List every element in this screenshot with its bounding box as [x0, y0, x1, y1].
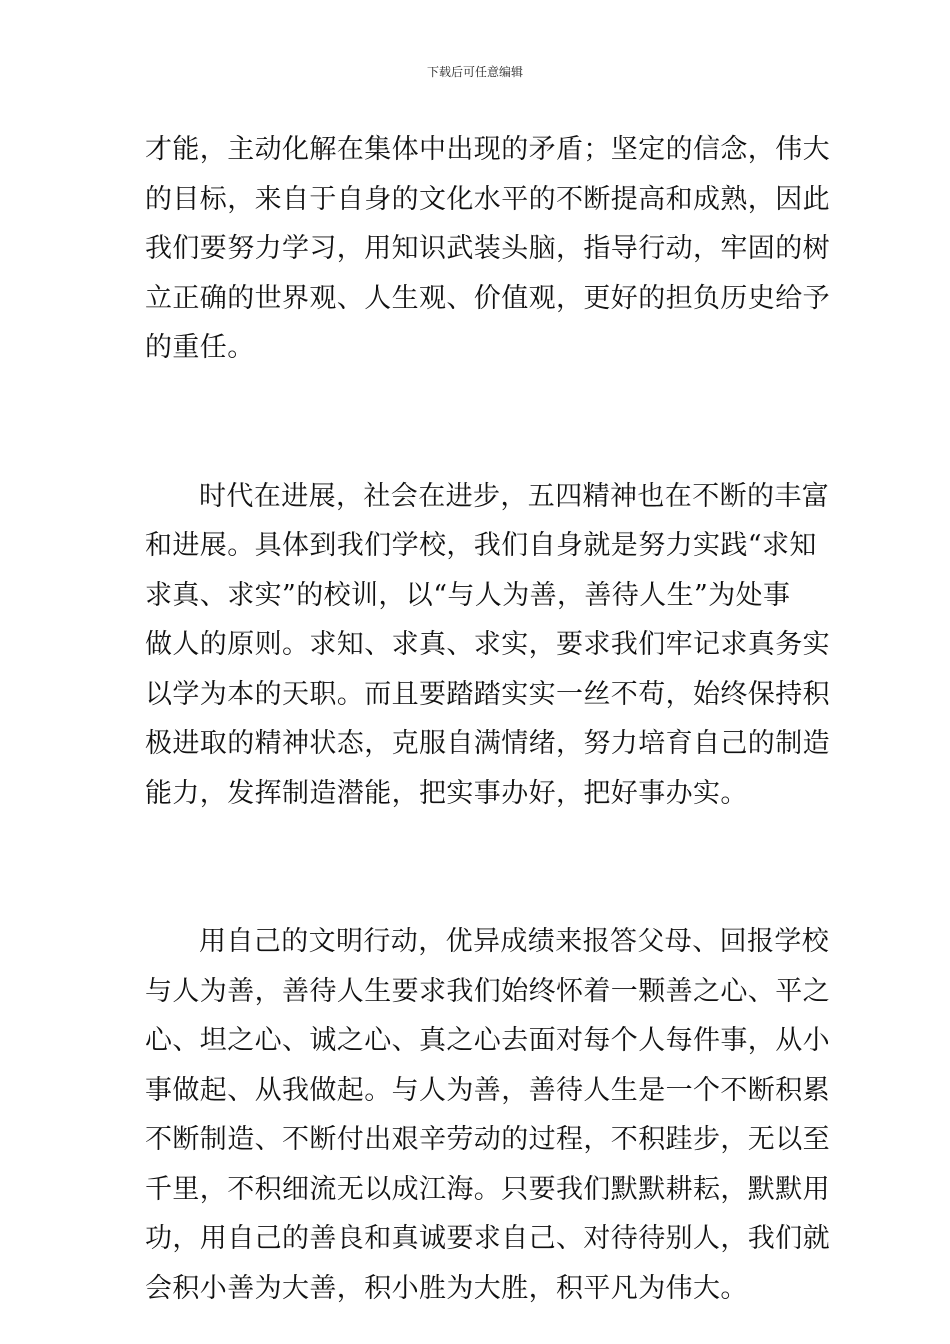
text-line: 的重任。 [145, 332, 255, 363]
text-line: 立正确的世界观、人生观、价值观，更好的担负历史给予 [145, 282, 830, 314]
paragraph-spacer [145, 422, 810, 472]
document-body [145, 125, 830, 1313]
paragraph-1 [145, 125, 830, 373]
text-line: 功，用自己的善良和真诚要求自己、对待待别人，我们就 [145, 1223, 830, 1254]
paragraph-spacer [145, 373, 810, 423]
text-line: 做人的原则。求知、求真、求实，要求我们牢记求真务实 [145, 629, 830, 660]
text-line: 事做起、从我做起。与人为善，善待人生是一个不断积累 [145, 1074, 830, 1106]
text-line: 心、坦之心、诚之心、真之心去面对每个人每件事，从小 [145, 1025, 830, 1056]
text-line: 以学为本的天职。而且要踏踏实实一丝不苟，始终保持积 [145, 678, 830, 710]
paragraph-spacer [145, 818, 810, 868]
text-line: 会积小善为大善，积小胜为大胜，积平凡为伟大。 [145, 1272, 748, 1304]
text-line: 用自己的文明行动，优异成绩来报答父母、回报学校 [199, 926, 830, 957]
text-line: 与人为善，善待人生要求我们始终怀着一颗善之心、平之 [145, 975, 830, 1007]
paragraph-2 [145, 472, 830, 819]
text-line: 和进展。具体到我们学校，我们自身就是努力实践“求知 [145, 530, 817, 561]
text-line: 千里，不积细流无以成江海。只要我们默默耕耘，默默用 [145, 1173, 830, 1205]
text-line: 求真、求实”的校训，以“与人为善，善待人生”为处事 [145, 579, 791, 611]
text-line: 才能，主动化解在集体中出现的矛盾；坚定的信念，伟大 [145, 134, 830, 165]
text-line: 不断制造、不断付出艰辛劳动的过程，不积跬步，无以至 [145, 1124, 830, 1155]
paragraph-spacer [145, 868, 810, 918]
page-header-note: 下载后可任意编辑 [426, 65, 523, 79]
text-line: 极进取的精神状态，克服自满情绪，努力培育自己的制造 [145, 728, 830, 759]
paragraph-3 [145, 917, 830, 1313]
text-line: 我们要努力学习，用知识武装头脑，指导行动，牢固的树 [145, 233, 830, 264]
text-line: 的目标，来自于自身的文化水平的不断提高和成熟，因此 [145, 183, 830, 215]
text-line: 能力，发挥制造潜能，把实事办好，把好事办实。 [145, 777, 748, 809]
text-line: 时代在进展，社会在进步，五四精神也在不断的丰富 [199, 480, 830, 512]
